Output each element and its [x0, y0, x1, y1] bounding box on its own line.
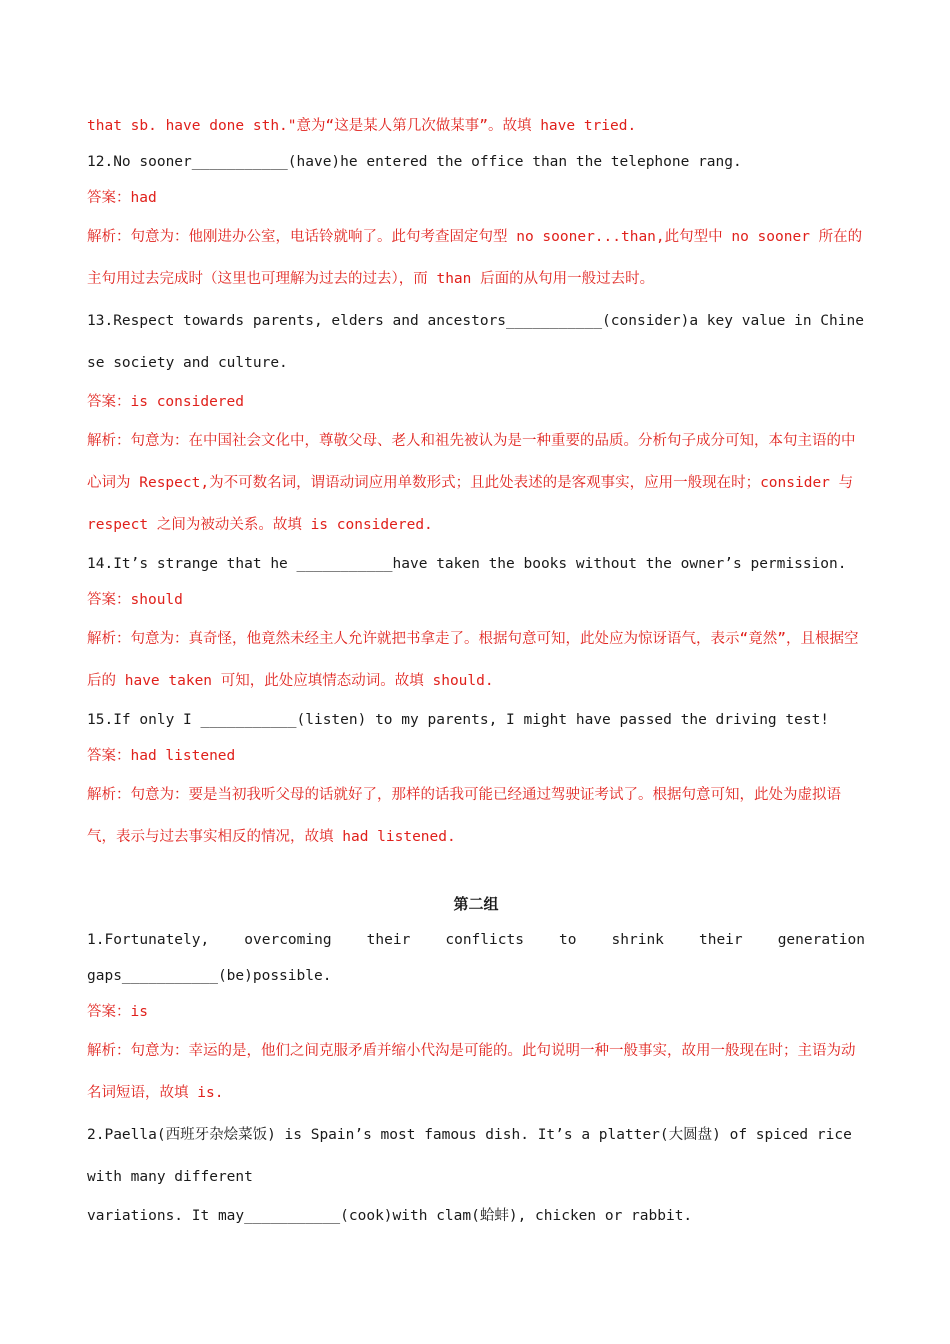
explanation-continued: that sb. have done sth."意为“这是某人第几次做某事”。故填 have tried. [87, 118, 637, 134]
question-text: 13.Respect towards parents, elders and ancestors___________(consider)a key value in Chinese society and culture. [87, 313, 864, 371]
question-text: 2.Paella(西班牙杂烩菜饭) is Spain’s most famous dish. It’s a platter(大圆盘) of spiced rice with many different [87, 1127, 861, 1185]
explanation-text: 解析：句意为：幸运的是，他们之间克服矛盾并缩小代沟是可能的。此句说明一种一般事实，故用一般现在时；主语为动名词短语，故填 is. [87, 1043, 856, 1101]
answer-text: 答案：had [87, 190, 157, 206]
explanation-text: 解析：句意为：他刚进办公室，电话铃就响了。此句考查固定句型 no sooner...than,此句型中 no sooner 所在的主句用过去完成时（这里也可理解为过去的过去），而 than 后面的从句用一般过去时。 [87, 229, 863, 287]
answer-text: 答案：should [87, 592, 183, 608]
explanation-text: 解析：句意为：要是当初我听父母的话就好了，那样的话我可能已经通过驾驶证考试了。根据句意可知，此处为虚拟语气，表示与过去事实相反的情况，故填 had listened. [87, 787, 841, 845]
answer-text: 答案：had listened [87, 748, 236, 764]
question-text: 14.It’s strange that he ___________have taken the books without the owner’s permission. [87, 556, 847, 572]
question-text: variations. It may___________(cook)with clam(蛤蚌), chicken or rabbit. [87, 1208, 693, 1224]
explanation-text: 解析：句意为：在中国社会文化中，尊敬父母、老人和祖先被认为是一种重要的品质。分析句子成分可知，本句主语的中心词为 Respect,为不可数名词，谓语动词应用单数形式；且此处表述的是客观事实，应用一般现在时；consider 与 respect 之间为被动关系。故填 is considered. [87, 433, 862, 533]
question-text: 1.Fortunately, overcoming their conflicts to shrink their generation [87, 932, 865, 948]
question-text: 12.No sooner___________(have)he entered the office than the telephone rang. [87, 154, 742, 170]
document-page [87, 108, 865, 1234]
section-title: 第二组 [453, 895, 499, 913]
exercise-block-1 [87, 108, 865, 858]
answer-text: 答案：is [87, 1004, 148, 1020]
exercise-block-2 [87, 922, 865, 1234]
question-text: 15.If only I ___________(listen) to my parents, I might have passed the driving test! [87, 712, 830, 728]
explanation-text: 解析：句意为：真奇怪，他竟然未经主人允许就把书拿走了。根据句意可知，此处应为惊讶语气，表示“竟然”，且根据空后的 have taken 可知，此处应填情态动词。故填 should. [87, 631, 859, 689]
question-text: gaps___________(be)possible. [87, 968, 332, 984]
answer-text: 答案：is considered [87, 394, 244, 410]
